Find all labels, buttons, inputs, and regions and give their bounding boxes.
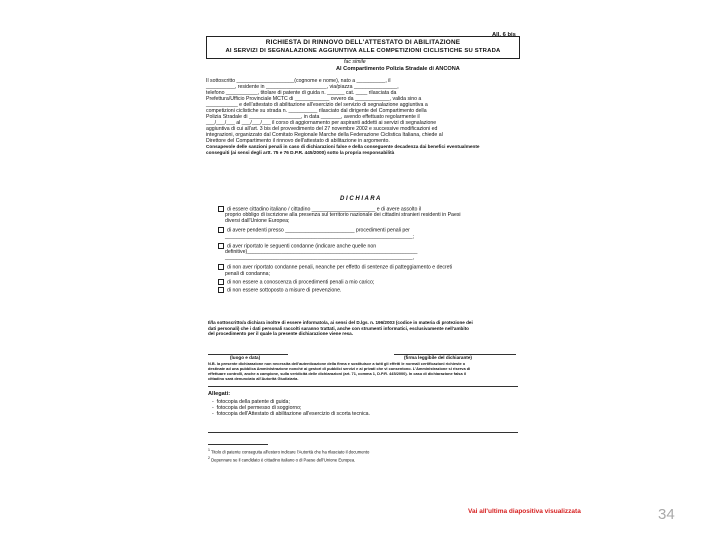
- body-line: Direttore del Compartimento il rinnovo dell'attestato di abilitazione in argomento.: [206, 138, 390, 144]
- form-header-box: [206, 36, 520, 59]
- body-line: telefono ___________, titolare di patente di guida n. ______ cat. ____ rilasciata da: [206, 90, 397, 96]
- declarations-list: [218, 206, 520, 293]
- fac-simile-label: fac simile: [344, 59, 366, 65]
- declaration-item: di non essere a conoscenza di procedimenti penali a mio carico;: [218, 279, 520, 285]
- checkbox[interactable]: [218, 206, 224, 212]
- body-line: __________, residente in _____________________, via/piazza _______________,: [206, 84, 399, 90]
- body-line: Il sottoscritto ____________________(cognome e nome), nato a __________, il: [206, 78, 391, 84]
- footnote: $^2$ Depennare se il candidato è cittadino italiano o di Paese dell'Unione Europea.: [208, 456, 356, 463]
- checkbox[interactable]: [218, 227, 224, 233]
- sign-right-label: (firma leggibile del dichiarante): [404, 355, 472, 360]
- declaration-item: di non essere sottoposto a misure di prevenzione.: [218, 287, 520, 293]
- allegato-item: - fotocopia dell'Attestato di abilitazione all'esercizio di scorta tecnica.: [212, 411, 370, 417]
- declaration-item: di aver riportato le seguenti condanne (indicare anche quelle non definitive)___________________________________________________________ _________________________________________________________________,: [218, 243, 520, 261]
- header-line-1: RICHIESTA DI RINNOVO DELL'ATTESTATO DI ABILITAZIONE: [265, 39, 461, 46]
- nb-note: N.B. la presente dichiarazione non necessita dell'autenticazione della firma e sostituisce a tutti gli effetti le normali certificazioni richieste o destinate ad una pubblica Amministrazione nonché ai gestori di pubblici servizi e ai privati che vi consentono. L'Amministrazione si riserva di effettuare controlli, anche a campione, sulla veridicità delle dichiarazioni (art. 71, comma 1, D.P.R. 445/2000). In caso di dichiarazione falsa il cittadino sarà denunciato all'Autorità Giudiziaria.: [208, 361, 471, 381]
- warning-line: conseguiti (ai sensi degli artt. 75 e 76 D.P.R. 445/2000) sotto la propria responsabilità: [206, 149, 395, 155]
- checkbox[interactable]: [218, 264, 224, 270]
- checkbox[interactable]: [218, 287, 224, 293]
- slide-number: 34: [658, 506, 675, 523]
- body-line: Prefettura/Ufficio Provinciale MCTC di ____________ ovvero da ____________, valida sino a: [206, 96, 422, 102]
- body-line: Polizia Stradale di __________________, in data _______, avendo effettuato regolarmente il: [206, 114, 420, 120]
- checkbox[interactable]: [218, 279, 224, 285]
- allegato-item: - fotocopia della patente di guida;: [212, 399, 290, 405]
- footnote-rule: [208, 444, 268, 445]
- sign-left-label: (luogo e data): [230, 355, 261, 360]
- allegati-section: [208, 391, 520, 417]
- declaration-item: di essere cittadino italiano / cittadino ______________________ e di avere assolto il proprio obbligo di iscrizione alla presenza sul territorio nazionale dei cittadini stranieri residenti in Paesi diversi dall'Unione Europea;: [218, 206, 520, 224]
- declaration-item: di avere pendenti presso ________________________ procedimenti penali per _________________________________________________________________;: [218, 227, 520, 239]
- form-document: [198, 28, 524, 482]
- footnotes: [208, 447, 369, 464]
- privacy-statement: Il/la sottoscritto/a dichiara inoltre di essere informato/a, ai sensi del D.lgs. n. 196/2003 (codice in materia di protezione dei dati personali) che i dati personali raccolti saranno trattati, anche con strumenti informatici, esclusivamente nell'ambito del procedimento per il quale la presente dichiarazione viene resa.: [208, 320, 473, 337]
- body-line: integrazioni, organizzato dal Comitato Regionale Marche della Federazione Ciclistica Italiana, chiede al: [206, 132, 443, 138]
- annex-tag: All. 6 bis: [492, 32, 516, 38]
- declaration-item: di non aver riportato condanne penali, neanche per effetto di sentenze di patteggiamento e decreti penali di condanna;: [218, 264, 520, 276]
- checkbox[interactable]: [218, 243, 224, 249]
- allegato-item: - fotocopia del permesso di soggiorno;: [212, 405, 302, 411]
- body-line: competizioni ciclistiche su strada n. __________ rilasciato dal dirigente del Compartimento della: [206, 108, 427, 114]
- addressee: Al Compartimento Polizia Stradale di ANCONA: [336, 66, 460, 72]
- dichiara-heading: D I C H I A R A: [340, 196, 381, 202]
- warning-line: Consapevole delle sanzioni penali in caso di dichiarazioni false e della conseguente decadenza dai benefici eventualmente: [206, 144, 480, 149]
- body-line: ___/___/___ al ___/___/___ il corso di aggiornamento per aspiranti addetti ai servizi di segnalazione: [206, 120, 437, 126]
- last-slide-link[interactable]: Vai all'ultima diapositiva visualizzata: [468, 508, 581, 515]
- header-line-2: AI SERVIZI DI SEGNALAZIONE AGGIUNTIVA ALLE COMPETIZIONI CICLISTICHE SU STRADA: [225, 48, 501, 54]
- body-line: aggiuntiva di cui all'art. 3 bis del provvedimento del 27 novembre 2002 e successive modificazioni ed: [206, 126, 438, 132]
- section-divider: [208, 432, 518, 433]
- section-divider: [208, 386, 518, 387]
- footnote: $^1$ Titolo di patente conseguita all'estero indicare l'Autorità che ha rilasciato il documento: [208, 448, 370, 455]
- allegati-title: Allegati:: [208, 391, 231, 397]
- body-paragraph: [206, 78, 520, 155]
- body-line: ___________ e dell'attestato di abilitazione all'esercizio del servizio di segnalazione aggiuntiva a: [206, 102, 428, 108]
